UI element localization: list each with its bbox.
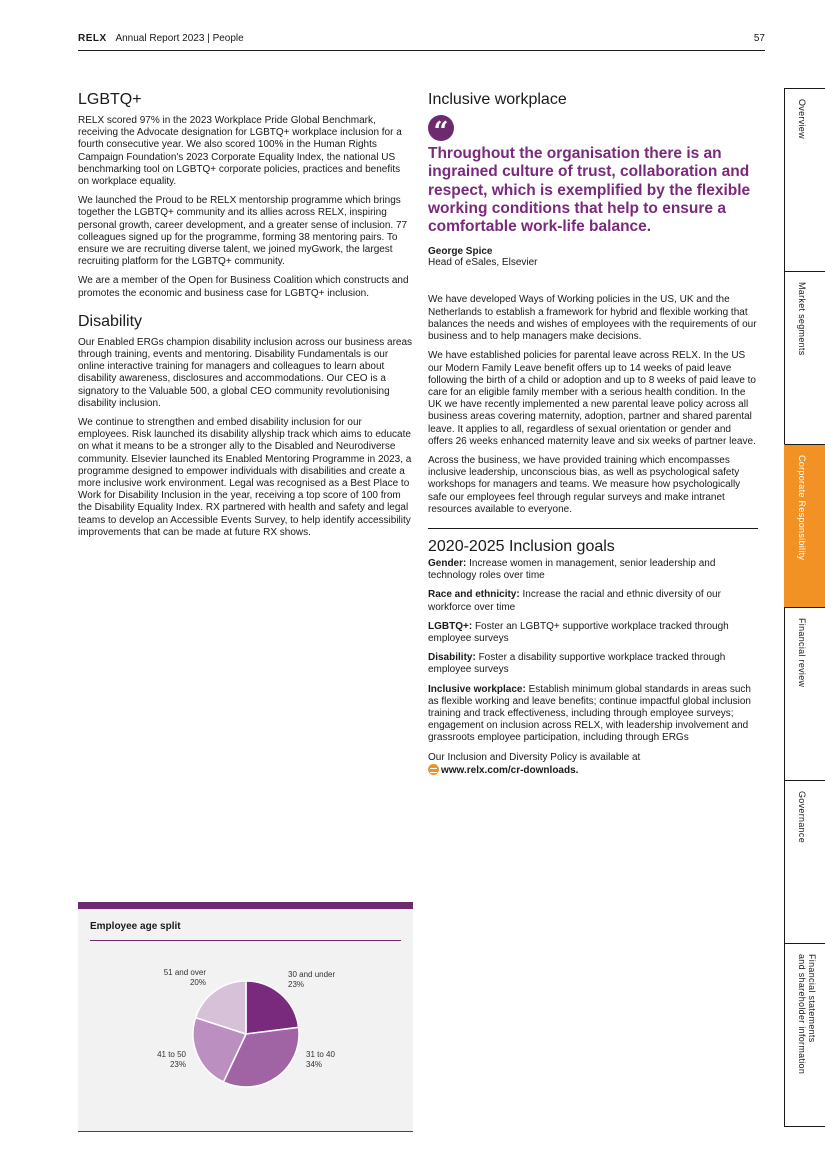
quote-author-role: Head of eSales, Elsevier [428, 257, 538, 269]
goals-heading: 2020-2025 Inclusion goals [428, 537, 615, 555]
pie-value-label: 34% [306, 1060, 323, 1069]
disability-paragraph-2: We continue to strengthen and embed disability inclusion for our employees. Risk launched its disability allyship track which aims to educate on what it means to be a stronger ally to the Disabled and Neurodiverse community. Elsevier launched its Enabled Mentoring Programme in 2023, a programme designed to empower individuals with disabilities and create a more inclusive work environment. Legal was recognised as a Best Place to Work for Disability Inclusion in the year, receiving a top score of 100 from the Disability Equality Index. RX partnered with health and safety and legal teams to develop an Accessible Events Survey, to help identify accessibility improvements that can be made at future RX shows. [78, 417, 412, 538]
tab-corporate-responsibility[interactable]: Corporate Responsibility [784, 444, 825, 608]
inclusive-paragraph-3: Across the business, we have provided training which encompasses inclusive leadership, unconscious bias, as well as psychological safety workshops for managers and teams. We measure how psychologically safe our employees feel through regular surveys and make intranet resources available to everyone. [428, 454, 741, 515]
pie-category-label: 51 and over [163, 968, 206, 977]
section-tabs [784, 88, 825, 1125]
disability-paragraph-1: Our Enabled ERGs champion disability inclusion across our business areas through training, events and mentoring. Disability Fundamentals is our online interactive training for managers and colleagues to learn about disability awareness, disclosures and accommodations. Our CEO is a signatory to the Valuable 500, a global CEO community revolutionising disability inclusion. [78, 336, 413, 409]
inclusive-workplace-heading: Inclusive workplace [428, 91, 567, 108]
pie-chart [78, 909, 413, 1131]
policy-text: Our Inclusion and Diversity Policy is available at [428, 751, 641, 763]
lgbtq-paragraph-3: We are a member of the Open for Business Coalition which constructs and promotes the economic and business case for LGBTQ+ inclusion. [78, 275, 409, 299]
quote-icon: “ [428, 115, 454, 141]
pie-value-label: 23% [169, 1060, 186, 1069]
disability-heading: Disability [78, 312, 143, 330]
tab-overview[interactable]: Overview [784, 88, 825, 272]
policy-link[interactable]: www.relx.com/cr-downloads. [441, 764, 579, 776]
pie-category-label: 30 and under [288, 970, 336, 979]
report-title: Annual Report 2023 | People [115, 33, 244, 44]
chart-title: Employee age split [90, 921, 181, 932]
quote-author-name: George Spice [428, 246, 493, 258]
goal-item: Race and ethnicity: Increase the racial and ethnic diversity of our workforce over time [428, 589, 721, 613]
right-column [428, 90, 758, 777]
lgbtq-paragraph-1: RELX scored 97% in the 2023 Workplace Pride Global Benchmark, receiving the Advocate designation for LGBTQ+ workplace inclusion for a fourth consecutive year. We also scored 100% in the Human Rights Campaign Foundation's 2023 Corporate Equality Index, the national US benchmarking tool on LGBTQ+ corporate policies, practices and benefits on workplace equality. [78, 115, 402, 188]
section-divider [428, 528, 758, 529]
left-column [78, 90, 414, 546]
pull-quote: Throughout the organisation there is an ingrained culture of trust, collaboration and respect, which is exemplified by the flexible working conditions that help to ensure a comfortable work-life balance. [428, 145, 751, 236]
pie-category-label: 31 to 40 [306, 1050, 335, 1059]
pie-value-label: 23% [288, 980, 305, 989]
tab-financial-statements[interactable]: Financial statements and shareholder information [784, 943, 825, 1127]
tab-financial-review[interactable]: Financial review [784, 607, 825, 781]
goal-item: Gender: Increase women in management, senior leadership and technology roles over time [428, 557, 716, 582]
age-split-chart [78, 902, 413, 1132]
pie-category-label: 41 to 50 [157, 1050, 186, 1059]
inclusive-paragraph-2: We have established policies for parental leave across RELX. In the US our Modern Family Leave benefit offers up to 14 weeks of paid leave following the birth of a child or adoption and up to 8 weeks of paid leave to care for an eligible family member with a serious health condition. In the UK we have recently implemented a new parental leave policy across all business areas covering maternity, adoption, partner and shared parental leave. It applies to all, regardless of sexual orientation or gender and offers 26 weeks enhanced maternity leave and six weeks of partner leave. [428, 350, 756, 447]
page-header [78, 30, 765, 51]
brand-logo: RELX [78, 33, 107, 44]
pie-value-label: 20% [189, 978, 206, 987]
policy-note [428, 752, 758, 777]
lgbtq-paragraph-2: We launched the Proud to be RELX mentorship programme which brings together the LGBTQ+ community and its allies across RELX, inspiring personal growth, career development, and a greater sense of inclusion. 77 colleagues signed up for the programme, forming 38 mentoring pairs. To ensure we are recruiting diverse talent, we joined myGwork, the largest recruiting platform for the LGBTQ+ community. [78, 195, 408, 268]
page-number: 57 [753, 33, 765, 44]
tab-market-segments[interactable]: Market segments [784, 271, 825, 445]
document-link-icon [428, 764, 439, 775]
goal-item: LGBTQ+: Foster an LGBTQ+ supportive workplace tracked through employee surveys [428, 620, 729, 644]
goal-item: Inclusive workplace: Establish minimum global standards in areas such as flexible working and leave benefits; continue impactful global inclusion training and track effectiveness, including through employee surveys; engagement on inclusion across RELX, with leadership involvement and grassroots employee participation, including through ERGs [428, 683, 751, 744]
goal-item: Disability: Foster a disability supportive workplace tracked through employee surveys [428, 652, 726, 676]
lgbtq-heading: LGBTQ+ [78, 91, 142, 108]
inclusive-paragraph-1: We have developed Ways of Working policies in the US, UK and the Netherlands to establish a framework for hybrid and flexible working that balances the needs and wishes of employees with the requirements of our business and to help managers make decisions. [428, 294, 757, 343]
tab-governance[interactable]: Governance [784, 780, 825, 944]
